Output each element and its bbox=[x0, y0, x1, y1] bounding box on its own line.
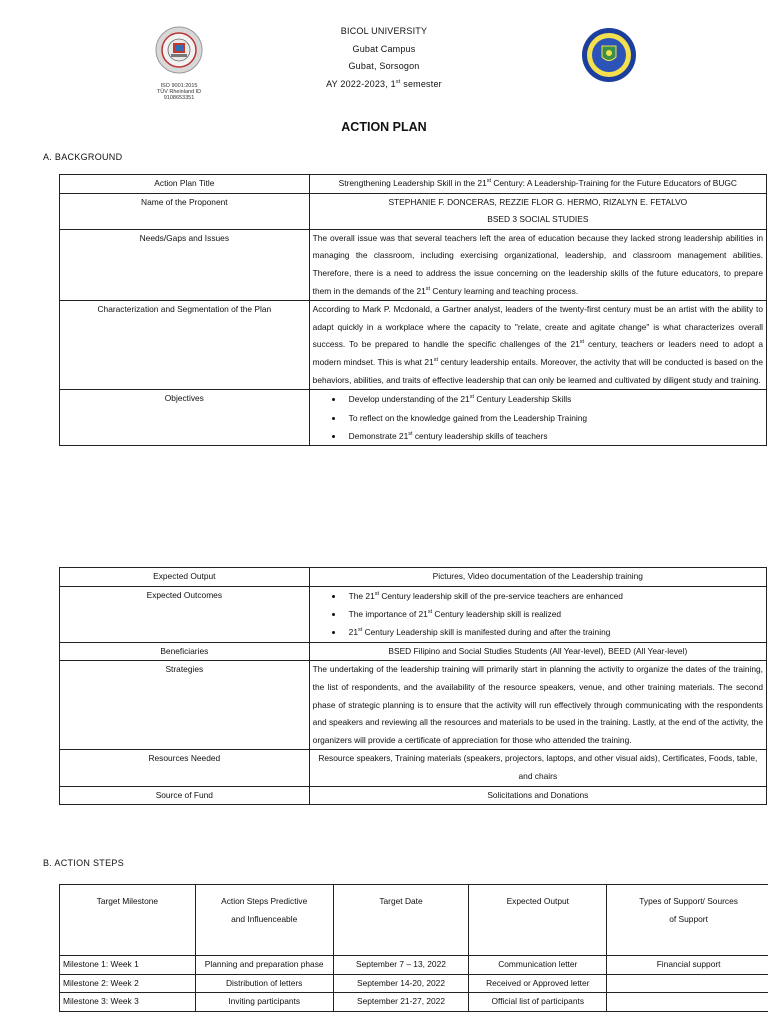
table-cell: Milestone 3: Week 3 bbox=[60, 993, 196, 1012]
column-header: Target Date bbox=[333, 885, 469, 956]
strategies-value: The undertaking of the leadership training will primarily start in planning the activity to organize the dates of the training, the list of respondents, and the availability of the resource speakers, venue, and other training materials. The second phase of strategic planning is to ensure that the activity will run effectively through communicating with the respondents and speakers and reviewing all the resources and materials to be used in the training. Lastly, at the end of the activity, the organizers will provide a certificate of appreciation for those who attended the training. bbox=[309, 661, 766, 750]
table-cell: Milestone 2: Week 2 bbox=[60, 974, 196, 993]
table-cell: Planning and preparation phase bbox=[195, 956, 333, 975]
list-item: • 21st Century Leadership skill is manifested during and after the training bbox=[344, 623, 763, 641]
table-row bbox=[60, 956, 768, 975]
action-steps-table bbox=[59, 884, 768, 1012]
plan-table bbox=[59, 567, 767, 805]
source-of-fund-label: Source of Fund bbox=[60, 786, 310, 805]
list-item: • Demonstrate 21st century leadership skills of teachers bbox=[344, 427, 763, 445]
objectives-list bbox=[309, 390, 766, 446]
section-b-heading: B. ACTION STEPS bbox=[43, 858, 125, 868]
column-header: Expected Output bbox=[469, 885, 607, 956]
table-cell: Inviting participants bbox=[195, 993, 333, 1012]
table-cell: September 7 – 13, 2022 bbox=[333, 956, 469, 975]
table-row bbox=[60, 993, 768, 1012]
source-of-fund-value: Solicitations and Donations bbox=[309, 786, 766, 805]
table-cell: Milestone 1: Week 1 bbox=[60, 956, 196, 975]
table-cell: Communication letter bbox=[469, 956, 607, 975]
table-cell bbox=[607, 993, 768, 1012]
table-cell: September 21-27, 2022 bbox=[333, 993, 469, 1012]
table-row bbox=[60, 974, 768, 993]
table-cell: September 14-20, 2022 bbox=[333, 974, 469, 993]
needs-label: Needs/Gaps and Issues bbox=[60, 229, 310, 300]
strategies-label: Strategies bbox=[60, 661, 310, 750]
university-name: BICOL UNIVERSITY bbox=[340, 26, 428, 36]
resources-label: Resources Needed bbox=[60, 750, 310, 786]
table-cell: Distribution of letters bbox=[195, 974, 333, 993]
proponent-value: STEPHANIE F. DONCERAS, REZZIE FLOR G. HERMO, RIZALYN E. FETALVO BSED 3 SOCIAL STUDIES bbox=[309, 193, 766, 229]
document-title: ACTION PLAN bbox=[341, 120, 427, 134]
beneficiaries-label: Beneficiaries bbox=[60, 642, 310, 661]
table-row bbox=[60, 390, 767, 446]
beneficiaries-value: BSED Filipino and Social Studies Students (All Year-level), BEED (All Year-level) bbox=[309, 642, 766, 661]
list-item: • Develop understanding of the 21st Century Leadership Skills bbox=[344, 390, 763, 408]
table-row bbox=[60, 229, 767, 300]
action-plan-title-label: Action Plan Title bbox=[60, 175, 310, 194]
list-item: • The 21st Century leadership skill of the pre-service teachers are enhanced bbox=[344, 587, 763, 605]
expected-outcomes-list bbox=[309, 586, 766, 642]
table-cell bbox=[607, 974, 768, 993]
expected-output-label: Expected Output bbox=[60, 568, 310, 587]
objectives-label: Objectives bbox=[60, 390, 310, 446]
resources-value: Resource speakers, Training materials (speakers, projectors, laptops, and other visual aids), Certificates, Foods, table, and chairs bbox=[309, 750, 766, 786]
characterization-value: According to Mark P. Mcdonald, a Gartner analyst, leaders of the twenty-first century must be an artist with the ability to adapt quickly in a workplace where the capacity to "relate, create and agitate change" is what characterizes overall success. To be prepared to handle the specific challenges of the 21st century, teachers or leaders need to adopt a modern mindset. This is what 21st century leadership entails. Moreover, the activity that will be conducted is based on the behaviors, abilities, and traits of effective leadership that can only be learned and cultivated by diligent study and training. bbox=[309, 301, 766, 390]
iso-line-2: TÜV Rheinland ID 9108653351 bbox=[156, 89, 202, 101]
table-row bbox=[60, 642, 767, 661]
academic-year: AY 2022-2023, 1st semester bbox=[326, 79, 442, 89]
table-row bbox=[60, 301, 767, 390]
column-header: Target Milestone bbox=[60, 885, 196, 956]
needs-value: The overall issue was that several teachers left the area of education because they lacked strong leadership abilities in managing the classroom, including exercising organizational, leadership, and classroom management abilities. Therefore, there is a need to address the issue concerning on the leadership skills of the future educators, to prepare them in the demands of the 21st Century learning and teaching process. bbox=[309, 229, 766, 300]
expected-output-value: Pictures, Video documentation of the Leadership training bbox=[309, 568, 766, 587]
table-header-row bbox=[60, 885, 768, 956]
section-a-heading: A. BACKGROUND bbox=[43, 152, 123, 162]
table-cell: Financial support bbox=[607, 956, 768, 975]
table-cell: Received or Approved letter bbox=[469, 974, 607, 993]
table-row bbox=[60, 786, 767, 805]
campus-location: Gubat, Sorsogon bbox=[348, 61, 420, 71]
table-row bbox=[60, 193, 767, 229]
action-plan-title-value: Strengthening Leadership Skill in the 21st Century: A Leadership-Training for the Future Educators of BUGC bbox=[309, 175, 766, 194]
column-header: Types of Support/ Sources of Support bbox=[607, 885, 768, 956]
expected-outcomes-label: Expected Outcomes bbox=[60, 586, 310, 642]
table-row bbox=[60, 661, 767, 750]
table-row bbox=[60, 750, 767, 786]
campus-name: Gubat Campus bbox=[352, 44, 416, 54]
background-table bbox=[59, 174, 767, 446]
column-header: Action Steps Predictive and Influenceable bbox=[195, 885, 333, 956]
table-row bbox=[60, 175, 767, 194]
iso-line-1: ISO 9001:2015 bbox=[160, 83, 198, 89]
table-row bbox=[60, 586, 767, 642]
proponent-label: Name of the Proponent bbox=[60, 193, 310, 229]
characterization-label: Characterization and Segmentation of the Plan bbox=[60, 301, 310, 390]
table-row bbox=[60, 568, 767, 587]
table-cell: Official list of participants bbox=[469, 993, 607, 1012]
list-item: • To reflect on the knowledge gained from the Leadership Training bbox=[344, 409, 763, 427]
list-item: • The importance of 21st Century leadership skill is realized bbox=[344, 605, 763, 623]
